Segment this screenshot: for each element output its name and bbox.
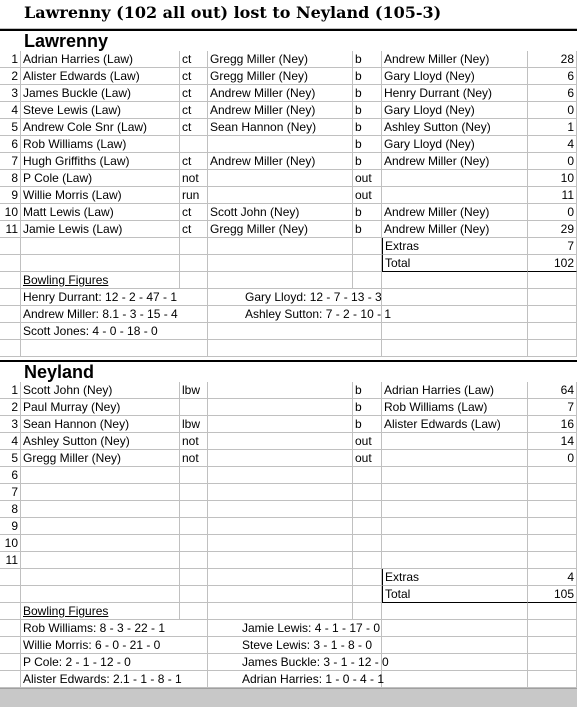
n-cell: 8 [0,501,21,518]
how-cell [180,518,208,535]
b-cell [353,255,382,272]
n-cell: 2 [0,68,21,85]
n-cell: 1 [0,51,21,68]
runs-cell: 14 [528,433,577,450]
n-cell [0,586,21,603]
grid-cell [0,620,21,637]
n-cell: 10 [0,535,21,552]
grid-cell [528,620,577,637]
how-cell [180,552,208,569]
how-cell [180,484,208,501]
n-cell [0,569,21,586]
bowler-cell: Extras [382,238,528,255]
bowler-cell: Andrew Miller (Ney) [382,204,528,221]
bowler-cell [382,552,528,569]
grid-cell [382,671,528,688]
fielder-cell [208,272,353,289]
b-cell: out [353,170,382,187]
name-cell: Sean Hannon (Ney) [21,416,180,433]
how-cell [180,603,208,620]
fielder-cell [208,255,353,272]
bowler-cell [382,501,528,518]
how-cell [180,272,208,289]
batting-row [0,68,577,85]
how-cell [180,586,208,603]
name-cell: Ashley Sutton (Ney) [21,433,180,450]
bowling-label-row [0,603,577,620]
name-cell [21,586,180,603]
grid-cell [180,620,208,637]
grid-cell [382,340,528,357]
how-cell [180,467,208,484]
fielder-cell [208,569,353,586]
how-cell: ct [180,85,208,102]
batting-row [0,450,577,467]
bowler-cell [382,484,528,501]
name-cell [21,484,180,501]
bowler-cell [382,535,528,552]
b-cell: b [353,204,382,221]
b-cell: b [353,119,382,136]
b-cell [353,238,382,255]
grid-cell [180,289,208,306]
b-cell [353,535,382,552]
bowler-cell: Extras [382,569,528,586]
n-cell [0,255,21,272]
batting-row [0,136,577,153]
n-cell: 11 [0,221,21,238]
n-cell [0,603,21,620]
batting-row [0,535,577,552]
name-cell [21,255,180,272]
b-cell [353,484,382,501]
bowler-cell: Rob Williams (Law) [382,399,528,416]
fielder-cell [208,467,353,484]
fielder-cell [208,518,353,535]
b-cell [353,586,382,603]
b-cell [353,518,382,535]
bowler-cell: Adrian Harries (Law) [382,382,528,399]
how-cell: ct [180,68,208,85]
runs-cell: 11 [528,187,577,204]
how-cell [180,255,208,272]
grid-cell [382,654,528,671]
footer-bar [0,688,577,707]
name-cell [21,535,180,552]
fielder-cell: Gregg Miller (Ney) [208,68,353,85]
runs-cell: 16 [528,416,577,433]
how-cell [180,535,208,552]
n-cell: 7 [0,153,21,170]
grid-cell [21,340,180,357]
n-cell: 6 [0,136,21,153]
b-cell [353,501,382,518]
grid-cell [382,323,528,340]
b-cell: b [353,102,382,119]
n-cell: 9 [0,518,21,535]
extras-row [0,569,577,586]
fielder-cell [208,535,353,552]
name-cell: Rob Williams (Law) [21,136,180,153]
runs-cell [528,467,577,484]
name-cell: Paul Murray (Ney) [21,399,180,416]
bowling-row [0,620,577,637]
how-cell: ct [180,119,208,136]
runs-cell: 7 [528,399,577,416]
b-cell [353,569,382,586]
grid-cell [528,289,577,306]
runs-cell [528,272,577,289]
name-cell: Hugh Griffiths (Law) [21,153,180,170]
bowling-figure: Andrew Miller: 8.1 - 3 - 15 - 4 [23,307,178,321]
n-cell [0,238,21,255]
runs-cell [528,535,577,552]
n-cell: 1 [0,382,21,399]
runs-cell [528,501,577,518]
runs-cell: 64 [528,382,577,399]
name-cell: James Buckle (Law) [21,85,180,102]
grid-cell [0,637,21,654]
grid-cell [528,637,577,654]
bowling-label-row [0,272,577,289]
bowling-row [0,654,577,671]
runs-cell: 0 [528,153,577,170]
bowling-figure: Ashley Sutton: 7 - 2 - 10 - 1 [245,307,392,321]
fielder-cell [208,603,353,620]
grid-cell [208,323,353,340]
name-cell [21,518,180,535]
grid-cell [382,620,528,637]
name-cell: Alister Edwards (Law) [21,68,180,85]
match-title: Lawrenny (102 all out) lost to Neyland (105-3) [24,3,442,22]
grid-cell [382,289,528,306]
runs-cell: 6 [528,85,577,102]
bowler-cell: Total [382,255,528,272]
how-cell [180,238,208,255]
fielder-cell [208,501,353,518]
n-cell: 9 [0,187,21,204]
bowling-figure: Willie Morris: 6 - 0 - 21 - 0 [23,638,161,652]
grid-cell [528,306,577,323]
batting-row [0,119,577,136]
grid-cell [0,323,21,340]
grid-cell [0,306,21,323]
team-header [0,29,577,51]
b-cell: b [353,221,382,238]
bowler-cell [382,603,528,620]
bowler-cell [382,467,528,484]
name-cell: Jamie Lewis (Law) [21,221,180,238]
bowling-figure: Jamie Lewis: 4 - 1 - 17 - 0 [242,621,381,635]
bowling-figure: Alister Edwards: 2.1 - 1 - 8 - 1 [23,672,182,686]
bowler-cell: Andrew Miller (Ney) [382,51,528,68]
batting-row [0,518,577,535]
n-cell: 6 [0,467,21,484]
grid-cell [528,340,577,357]
fielder-cell: Gregg Miller (Ney) [208,51,353,68]
fielder-cell [208,187,353,204]
bowling-row [0,637,577,654]
bowler-cell: Andrew Miller (Ney) [382,153,528,170]
bowler-cell: Total [382,586,528,603]
bowler-cell [382,187,528,204]
bowling-row [0,671,577,688]
how-cell: ct [180,221,208,238]
title-row [0,0,577,29]
name-cell: Gregg Miller (Ney) [21,450,180,467]
grid-cell [180,340,208,357]
n-cell: 2 [0,399,21,416]
n-cell: 3 [0,85,21,102]
bowling-figure: Scott Jones: 4 - 0 - 18 - 0 [23,324,158,338]
name-cell: Adrian Harries (Law) [21,51,180,68]
how-cell: lbw [180,416,208,433]
fielder-cell [208,382,353,399]
n-cell: 11 [0,552,21,569]
b-cell: out [353,450,382,467]
runs-cell: 4 [528,569,577,586]
fielder-cell [208,433,353,450]
runs-cell [528,552,577,569]
runs-cell: 0 [528,204,577,221]
bowling-figure: Steve Lewis: 3 - 1 - 8 - 0 [242,638,373,652]
how-cell: ct [180,102,208,119]
n-cell: 3 [0,416,21,433]
how-cell: ct [180,153,208,170]
fielder-cell: Scott John (Ney) [208,204,353,221]
b-cell: out [353,187,382,204]
n-cell: 4 [0,433,21,450]
b-cell [353,467,382,484]
b-cell [353,552,382,569]
total-row [0,255,577,272]
how-cell: lbw [180,382,208,399]
grid-cell [382,637,528,654]
n-cell: 5 [0,119,21,136]
bowling-row [0,323,577,340]
batting-row [0,416,577,433]
bowler-cell: Gary Lloyd (Ney) [382,102,528,119]
batting-row [0,187,577,204]
batting-row [0,170,577,187]
runs-cell [528,518,577,535]
bowler-cell [382,170,528,187]
how-cell: not [180,170,208,187]
b-cell: b [353,153,382,170]
grid-cell [0,671,21,688]
bowling-figure: Henry Durrant: 12 - 2 - 47 - 1 [23,290,178,304]
batting-row [0,399,577,416]
total-row [0,586,577,603]
extras-row [0,238,577,255]
n-cell [0,272,21,289]
runs-cell: 0 [528,102,577,119]
bowling-figure: Gary Lloyd: 12 - 7 - 13 - 3 [245,290,382,304]
batting-row [0,51,577,68]
fielder-cell [208,552,353,569]
batting-row [0,221,577,238]
fielder-cell: Andrew Miller (Ney) [208,102,353,119]
batting-row [0,204,577,221]
runs-cell: 102 [528,255,577,272]
grid-cell [180,323,208,340]
fielder-cell [208,484,353,501]
b-cell: out [353,433,382,450]
runs-cell: 105 [528,586,577,603]
bowler-cell: Henry Durrant (Ney) [382,85,528,102]
grid-cell [180,671,208,688]
runs-cell: 4 [528,136,577,153]
batting-row [0,433,577,450]
b-cell: b [353,382,382,399]
runs-cell: 0 [528,450,577,467]
fielder-cell: Andrew Miller (Ney) [208,153,353,170]
bowling-row [0,340,577,357]
bowler-cell [382,433,528,450]
name-cell: Steve Lewis (Law) [21,102,180,119]
n-cell: 5 [0,450,21,467]
bowler-cell [382,518,528,535]
name-cell: Matt Lewis (Law) [21,204,180,221]
runs-cell: 29 [528,221,577,238]
grid-cell [528,671,577,688]
grid-cell [0,654,21,671]
bowling-figure: Rob Williams: 8 - 3 - 22 - 1 [23,621,166,635]
fielder-cell: Gregg Miller (Ney) [208,221,353,238]
name-cell: Scott John (Ney) [21,382,180,399]
how-cell [180,136,208,153]
bowling-figure: P Cole: 2 - 1 - 12 - 0 [23,655,131,669]
grid-cell [382,306,528,323]
runs-cell [528,484,577,501]
b-cell: b [353,68,382,85]
b-cell: b [353,85,382,102]
bowler-cell: Gary Lloyd (Ney) [382,68,528,85]
n-cell: 7 [0,484,21,501]
bowling-row [0,306,577,323]
grid-cell [528,654,577,671]
b-cell: b [353,136,382,153]
n-cell: 10 [0,204,21,221]
grid-cell [180,637,208,654]
bowler-cell: Ashley Sutton (Ney) [382,119,528,136]
fielder-cell: Andrew Miller (Ney) [208,85,353,102]
name-cell [21,501,180,518]
batting-row [0,153,577,170]
grid-cell [0,289,21,306]
fielder-cell [208,136,353,153]
how-cell: ct [180,51,208,68]
fielder-cell [208,450,353,467]
grid-cell [208,340,353,357]
name-cell: P Cole (Law) [21,170,180,187]
how-cell: run [180,187,208,204]
fielder-cell [208,238,353,255]
grid-cell [353,323,382,340]
b-cell: b [353,416,382,433]
how-cell: not [180,433,208,450]
bowling-figure: James Buckle: 3 - 1 - 12 - 0 [242,655,389,669]
runs-cell [528,603,577,620]
n-cell: 8 [0,170,21,187]
name-cell [21,238,180,255]
batting-row [0,102,577,119]
name-cell: Willie Morris (Law) [21,187,180,204]
name-cell [21,569,180,586]
how-cell [180,569,208,586]
fielder-cell [208,586,353,603]
bowler-cell [382,272,528,289]
batting-row [0,382,577,399]
batting-row [0,467,577,484]
batting-row [0,501,577,518]
runs-cell: 7 [528,238,577,255]
how-cell [180,501,208,518]
name-cell: Bowling Figures [21,603,180,620]
batting-row [0,552,577,569]
name-cell [21,552,180,569]
fielder-cell [208,416,353,433]
how-cell: not [180,450,208,467]
runs-cell: 10 [528,170,577,187]
name-cell [21,467,180,484]
team-name: Neyland [24,362,95,382]
name-cell: Bowling Figures [21,272,180,289]
fielder-cell [208,399,353,416]
grid-cell [0,340,21,357]
team-header [0,360,577,382]
grid-cell [180,654,208,671]
how-cell: ct [180,204,208,221]
grid-cell [180,306,208,323]
b-cell [353,603,382,620]
name-cell: Andrew Cole Snr (Law) [21,119,180,136]
batting-row [0,85,577,102]
fielder-cell: Sean Hannon (Ney) [208,119,353,136]
bowler-cell: Andrew Miller (Ney) [382,221,528,238]
bowler-cell [382,450,528,467]
runs-cell: 28 [528,51,577,68]
batting-row [0,484,577,501]
bowling-figure: Adrian Harries: 1 - 0 - 4 - 1 [242,672,385,686]
n-cell: 4 [0,102,21,119]
how-cell [180,399,208,416]
fielder-cell [208,170,353,187]
grid-cell [353,340,382,357]
grid-cell [528,323,577,340]
team-name: Lawrenny [24,31,109,51]
bowler-cell: Alister Edwards (Law) [382,416,528,433]
runs-cell: 6 [528,68,577,85]
b-cell: b [353,399,382,416]
b-cell: b [353,51,382,68]
bowling-row [0,289,577,306]
runs-cell: 1 [528,119,577,136]
b-cell [353,272,382,289]
bowler-cell: Gary Lloyd (Ney) [382,136,528,153]
